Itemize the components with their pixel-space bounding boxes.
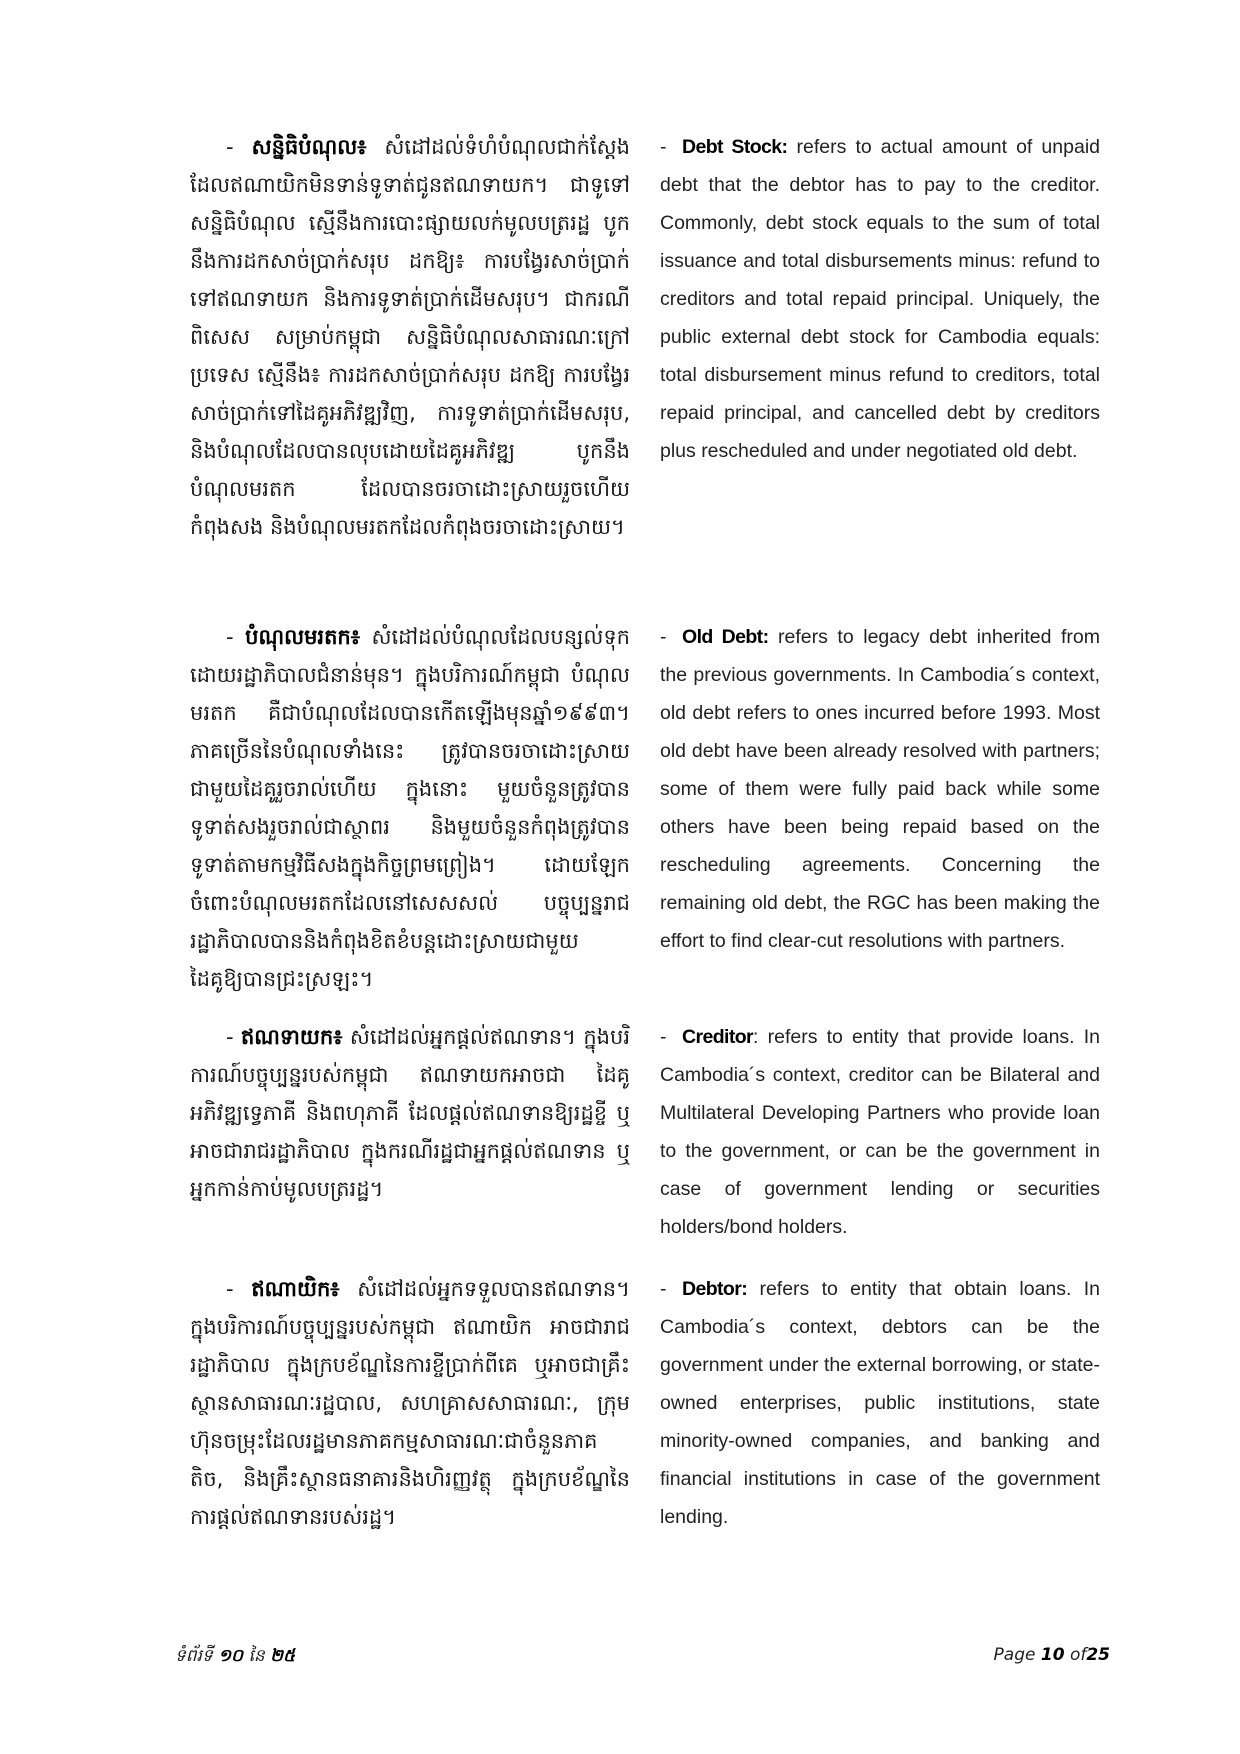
page-footer <box>175 1645 1110 1670</box>
english-current-page: 10 <box>1040 1645 1065 1665</box>
english-term: Creditor <box>682 1026 754 1048</box>
english-term: Debtor: <box>682 1278 748 1300</box>
khmer-of-label: នៃ <box>248 1646 265 1666</box>
english-page-number <box>994 1645 1110 1670</box>
khmer-body: សំដៅដល់អ្នកផ្តល់ឥណទាន។ ក្នុងបរិការណ៍បច្ចុប្បន្នរបស់កម្ពុជា ឥណទាយកអាចជា ដៃគូអភិវឌ្ឍទ្វេភាគី និងពហុភាគី ដែលផ្តល់ឥណទានឱ្យរដ្ឋខ្ចី ឬអាចជារាជរដ្ឋាភិបាល ក្នុងករណីរដ្ឋជាអ្នកផ្តល់ឥណទាន ឬអ្នកកាន់កាប់មូលបត្ររដ្ឋ។ <box>190 1025 630 1201</box>
definition-row-creditor <box>190 1018 1100 1246</box>
english-total-pages: 25 <box>1086 1645 1110 1665</box>
khmer-current-page: ១០ <box>218 1646 244 1666</box>
english-term: Old Debt: <box>682 626 769 648</box>
khmer-term: ឥណទាយក៖ <box>240 1025 343 1049</box>
english-term: Debt Stock: <box>682 136 788 158</box>
english-body: : refers to entity that provide loans. In Cambodia´s context, creditor can be Bilateral and Multilateral Developing Partners who provide loan to the government, or can be the government in case of government lending or securities holders/bond holders. <box>660 1026 1100 1238</box>
english-definition <box>660 1018 1100 1246</box>
khmer-body: សំដៅដល់អ្នកទទួលបានឥណទាន។ ក្នុងបរិការណ៍បច្ចុប្បន្នរបស់កម្ពុជា ឥណាយិក អាចជារាជរដ្ឋាភិបាល ក្នុងក្របខ័ណ្ឌនៃការខ្ចីប្រាក់ពីគេ ឬអាចជាគ្រឹះស្ថានសាធារណៈរដ្ឋបាល, សហគ្រាសសាធារណៈ, ក្រុមហ៊ុនចម្រុះដែលរដ្ឋមានភាគកម្មសាធារណៈជាចំនួនភាគតិច, និងគ្រឹះស្ថានធនាគារនិងហិរញ្ញវត្ថុ ក្នុងក្របខ័ណ្ឌនៃការផ្តល់ឥណទានរបស់រដ្ឋ។ <box>190 1277 630 1529</box>
khmer-bullet: - <box>226 1025 234 1049</box>
definition-row-debt-stock <box>190 128 1100 546</box>
english-definition <box>660 1270 1100 1536</box>
english-body: refers to entity that obtain loans. In Cambodia´s context, debtors can be the government under the external borrowing, or state-owned enterprises, public institutions, state minority-owned companies, and banking and financial institutions in case of the government lending. <box>660 1278 1100 1528</box>
khmer-page-number <box>175 1645 295 1670</box>
khmer-definition <box>190 128 630 546</box>
english-definition <box>660 618 1100 998</box>
khmer-term: បំណុលមរតក៖ <box>245 625 360 649</box>
khmer-term: ឥណាយិក៖ <box>251 1277 340 1301</box>
khmer-body: សំដៅដល់បំណុលដែលបន្សល់ទុកដោយរដ្ឋាភិបាលជំនាន់មុន។ ក្នុងបរិការណ៍កម្ពុជា បំណុលមរតក គឺជាបំណុលដែលបានកើតឡើងមុនឆ្នាំ១៩៩៣។ ភាគច្រើននៃបំណុលទាំងនេះ ត្រូវបានចរចាដោះស្រាយជាមួយដៃគូរួចរាល់ហើយ ក្នុងនោះ មួយចំនួនត្រូវបានទូទាត់សងរួចរាល់ជាស្ថាពរ និងមួយចំនួនកំពុងត្រូវបានទូទាត់តាមកម្មវិធីសងក្នុងកិច្ចព្រមព្រៀង។ ដោយឡែកចំពោះបំណុលមរតកដែលនៅសេសសល់ បច្ចុប្បន្នរាជរដ្ឋាភិបាលបាននិងកំពុងខិតខំបន្តដោះស្រាយជាមួយដៃគូឱ្យបានជ្រះស្រឡះ។ <box>190 625 630 991</box>
english-bullet: - <box>660 626 667 648</box>
khmer-body: សំដៅដល់ទំហំបំណុលជាក់ស្តែងដែលឥណាយិកមិនទាន់ទូទាត់ជូនឥណទាយក។ ជាទូទៅ សន្និធិបំណុល ស្មើនឹងការបោះផ្សាយលក់មូលបត្ររដ្ឋ បូកនឹងការដកសាច់ប្រាក់សរុប ដកឱ្យ៖ ការបង្វែរសាច់ប្រាក់ទៅឥណទាយក និងការទូទាត់ប្រាក់ដើមសរុប។ ជាករណីពិសេស សម្រាប់កម្ពុជា សន្និធិបំណុលសាធារណៈក្រៅប្រទេស ស្មើនឹង៖ ការដកសាច់ប្រាក់សរុប ដកឱ្យ ការបង្វែរសាច់ប្រាក់ទៅដៃគូអភិវឌ្ឍវិញ, ការទូទាត់ប្រាក់ដើមសរុប, និងបំណុលដែលបានលុបដោយដៃគូអភិវឌ្ឍ បូកនឹង បំណុលមរតក ដែលបានចរចាដោះស្រាយរួចហើយកំពុងសង និងបំណុលមរតកដែលកំពុងចរចាដោះស្រាយ។ <box>190 135 630 539</box>
khmer-bullet: - <box>226 1277 234 1301</box>
english-definition <box>660 128 1100 546</box>
khmer-definition <box>190 1270 630 1536</box>
khmer-total-pages: ២៥ <box>270 1646 295 1666</box>
khmer-definition <box>190 618 630 998</box>
english-of-label: of <box>1069 1645 1087 1665</box>
english-bullet: - <box>660 136 667 158</box>
english-page-label: Page <box>993 1645 1036 1665</box>
english-body: refers to actual amount of unpaid debt that the debtor has to pay to the creditor. Commonly, debt stock equals to the sum of total issuance and total disbursements minus: refund to creditors and total repaid principal. Uniquely, the public external debt stock for Cambodia equals: total disbursement minus refund to creditors, total repaid principal, and cancelled debt by creditors plus rescheduled and under negotiated old debt. <box>660 136 1100 462</box>
definition-row-old-debt <box>190 618 1100 998</box>
khmer-term: សន្និធិបំណុល៖ <box>251 135 367 159</box>
definition-row-debtor <box>190 1270 1100 1536</box>
khmer-bullet: - <box>226 625 234 649</box>
khmer-definition <box>190 1018 630 1246</box>
khmer-page-label: ទំព័រទី <box>175 1646 213 1666</box>
english-body: refers to legacy debt inherited from the previous governments. In Cambodia´s context, old debt refers to ones incurred before 1993. Most old debt have been already resolved with partners; some of them were fully paid back while some others have been being repaid based on the rescheduling agreements. Concerning the remaining old debt, the RGC has been making the effort to find clear-cut resolutions with partners. <box>660 626 1100 952</box>
khmer-bullet: - <box>226 135 234 159</box>
english-bullet: - <box>660 1278 667 1300</box>
english-bullet: - <box>660 1026 667 1048</box>
